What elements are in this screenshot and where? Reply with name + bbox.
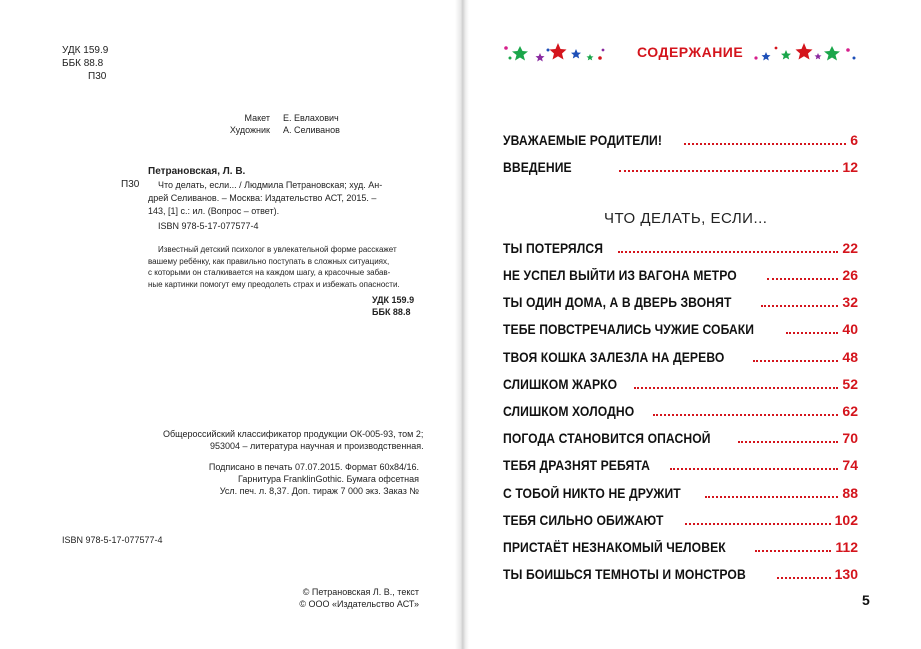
stars-left-icon xyxy=(500,40,610,68)
toc-entry[interactable] xyxy=(503,453,858,473)
toc-entry-label: ТЕБЯ ДРАЗНЯТ РЕБЯТА xyxy=(503,458,650,473)
toc-entry[interactable] xyxy=(503,399,858,419)
bbk-bottom: ББК 88.8 xyxy=(372,307,411,317)
toc-entry-label: ПРИСТАЁТ НЕЗНАКОМЫЙ ЧЕЛОВЕК xyxy=(503,540,726,555)
toc-entry-page: 74 xyxy=(842,457,858,473)
toc-entry[interactable] xyxy=(503,535,858,555)
toc-entry-label: ВВЕДЕНИЕ xyxy=(503,160,572,175)
udk-bottom: УДК 159.9 xyxy=(372,295,415,305)
toc-entry[interactable] xyxy=(503,128,858,148)
book-gutter xyxy=(455,0,469,649)
annotation xyxy=(148,244,420,290)
toc-entry[interactable] xyxy=(503,426,858,446)
toc-entry[interactable] xyxy=(503,562,858,582)
toc-entry[interactable] xyxy=(503,345,858,365)
left-page xyxy=(0,0,460,649)
biblio-line: дрей Селиванов. – Москва: Издательство АСТ, 2015. – xyxy=(148,193,377,203)
toc-entry-label: ТЫ БОИШЬСЯ ТЕМНОТЫ И МОНСТРОВ xyxy=(503,567,746,582)
toc-entry-label: СЛИШКОМ ЖАРКО xyxy=(503,377,618,392)
toc-entry-page: 40 xyxy=(842,321,858,337)
udk-top: УДК 159.9 xyxy=(62,45,109,56)
copyright-line: © Петрановская Л. В., текст xyxy=(302,587,419,597)
leader-dots xyxy=(767,278,839,280)
star-icon xyxy=(762,52,771,61)
print-line: Гарнитура FranklinGothic. Бумага офсетная xyxy=(237,474,419,484)
biblio-line: Что делать, если... / Людмила Петрановская; худ. Ан- xyxy=(158,180,383,190)
page-number: 5 xyxy=(862,592,870,608)
leader-dots xyxy=(684,143,847,145)
credit-role-artist: Художник xyxy=(229,125,270,135)
toc-entry-page: 6 xyxy=(850,132,858,148)
toc-entry-page: 52 xyxy=(842,376,858,392)
code-side: П30 xyxy=(121,179,140,190)
toc-entry-page: 12 xyxy=(842,159,858,175)
annotation-line: с которыми он сталкивается на каждом шагу, а красочные забав- xyxy=(148,268,391,277)
toc-entry-page: 88 xyxy=(842,485,858,501)
toc-entry[interactable] xyxy=(503,508,858,528)
star-icon xyxy=(781,50,791,60)
leader-dots xyxy=(777,577,831,579)
star-icon xyxy=(824,46,840,61)
toc-entry[interactable] xyxy=(503,155,858,175)
section-title: ЧТО ДЕЛАТЬ, ЕСЛИ... xyxy=(604,210,768,227)
star-icon xyxy=(796,43,813,60)
annotation-line: ные картинки помогут ему преодолеть страх и избежать опасности. xyxy=(148,279,400,289)
annotation-line: Известный детский психолог в увлекательной форме расскажет xyxy=(158,245,397,254)
print-line: Подписано в печать 07.07.2015. Формат 60х84/16. xyxy=(208,462,419,472)
biblio-line: 143, [1] с.: ил. (Вопрос – ответ). xyxy=(148,206,280,216)
toc-entry[interactable] xyxy=(503,263,858,283)
star-icon xyxy=(536,53,545,62)
isbn-bottom: ISBN 978-5-17-077577-4 xyxy=(62,535,163,545)
toc-entry-page: 32 xyxy=(842,294,858,310)
code-top: П30 xyxy=(88,71,107,82)
toc-entry-label: ТВОЯ КОШКА ЗАЛЕЗЛА НА ДЕРЕВО xyxy=(503,350,725,365)
toc-title: СОДЕРЖАНИЕ xyxy=(637,44,744,60)
toc-entry-page: 130 xyxy=(834,566,858,582)
classifier-line: Общероссийский классификатор продукции ОК-005-93, том 2; xyxy=(163,429,424,439)
toc-entry-page: 70 xyxy=(842,430,858,446)
toc-entry-label: ПОГОДА СТАНОВИТСЯ ОПАСНОЙ xyxy=(503,431,711,446)
toc-entry-page: 62 xyxy=(842,403,858,419)
star-icon xyxy=(512,46,528,61)
toc-entry-page: 102 xyxy=(834,512,858,528)
leader-dots xyxy=(755,550,832,552)
toc-entry-label: СЛИШКОМ ХОЛОДНО xyxy=(503,404,635,419)
bibliographic-record xyxy=(148,179,420,218)
credit-name-layout: Е. Евлахович xyxy=(283,113,339,123)
leader-dots xyxy=(738,441,839,443)
star-icon xyxy=(815,53,822,59)
toc-entry-label: ТЫ ПОТЕРЯЛСЯ xyxy=(503,241,604,256)
credit-name-artist: А. Селиванов xyxy=(283,125,340,135)
leader-dots xyxy=(761,305,839,307)
bbk-top: ББК 88.8 xyxy=(62,58,104,69)
toc-entry-label: ТЫ ОДИН ДОМА, А В ДВЕРЬ ЗВОНЯТ xyxy=(503,295,732,310)
star-icon xyxy=(587,54,594,60)
toc-entry[interactable] xyxy=(503,372,858,392)
toc-entry-page: 48 xyxy=(842,349,858,365)
toc-entry-page: 112 xyxy=(835,539,858,555)
leader-dots xyxy=(753,360,838,362)
toc-entry[interactable] xyxy=(503,481,858,501)
author-heading: Петрановская, Л. В. xyxy=(148,166,246,177)
toc-entry[interactable] xyxy=(503,290,858,310)
leader-dots xyxy=(619,170,838,172)
isbn-inline: ISBN 978-5-17-077577-4 xyxy=(158,221,259,231)
toc-entry-page: 26 xyxy=(842,267,858,283)
toc-entry-label: УВАЖАЕМЫЕ РОДИТЕЛИ! xyxy=(503,133,663,148)
toc-entry-page: 22 xyxy=(842,240,858,256)
annotation-line: вашему ребёнку, как правильно поступать в сложных ситуациях, xyxy=(148,256,390,266)
leader-dots xyxy=(618,251,838,253)
toc-entry-label: НЕ УСПЕЛ ВЫЙТИ ИЗ ВАГОНА МЕТРО xyxy=(503,268,737,283)
leader-dots xyxy=(634,387,839,389)
leader-dots xyxy=(786,332,838,334)
classifier-line: 953004 – литература научная и производственная. xyxy=(210,441,424,451)
print-line: Усл. печ. л. 8,37. Доп. тираж 7 000 экз. Заказ № xyxy=(219,486,419,496)
leader-dots xyxy=(685,523,830,525)
credit-role-layout: Макет xyxy=(244,113,270,123)
toc-entry[interactable] xyxy=(503,317,858,337)
stars-right-icon xyxy=(752,40,862,68)
toc-entry-label: ТЕБЕ ПОВСТРЕЧАЛИСЬ ЧУЖИЕ СОБАКИ xyxy=(503,322,755,337)
leader-dots xyxy=(670,468,838,470)
leader-dots xyxy=(705,496,839,498)
toc-entry-label: С ТОБОЙ НИКТО НЕ ДРУЖИТ xyxy=(503,486,681,501)
toc-entry[interactable] xyxy=(503,236,858,256)
star-icon xyxy=(550,43,567,60)
leader-dots xyxy=(653,414,839,416)
copyright-line: © ООО «Издательство АСТ» xyxy=(299,599,419,609)
toc-entry-label: ТЕБЯ СИЛЬНО ОБИЖАЮТ xyxy=(503,513,664,528)
star-icon xyxy=(571,49,581,59)
